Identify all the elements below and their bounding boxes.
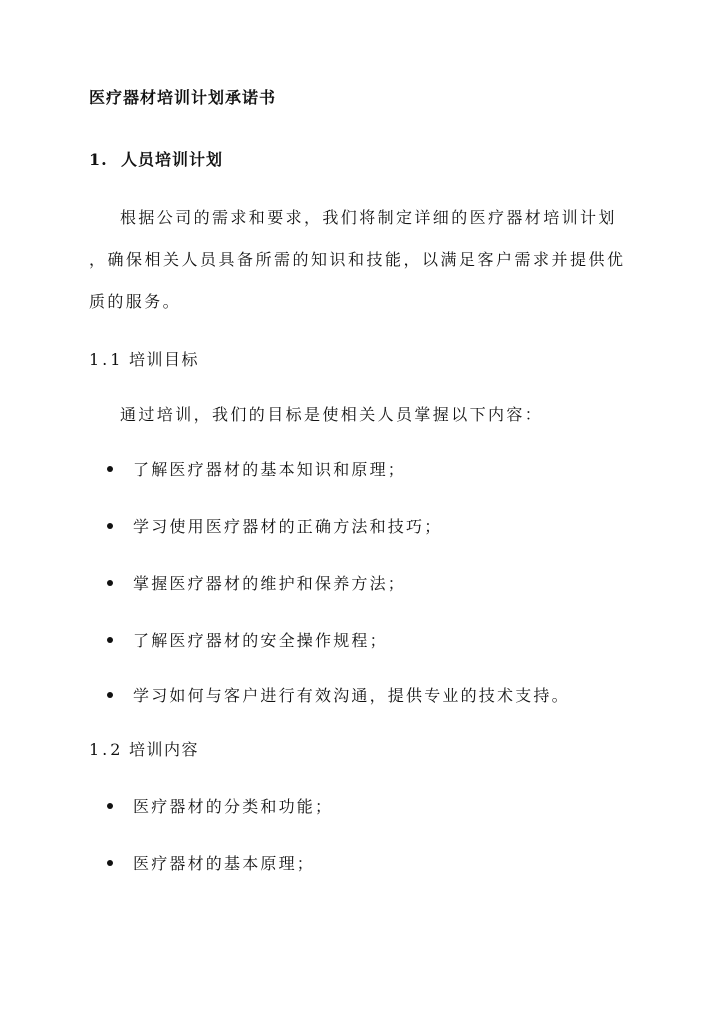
section-1-2-heading bbox=[89, 740, 199, 760]
section-1-heading bbox=[89, 150, 223, 170]
list-item bbox=[107, 631, 388, 651]
section-1-2-number: 1.2 bbox=[89, 740, 124, 759]
section-1-1-number: 1.1 bbox=[89, 350, 124, 369]
bullet-icon bbox=[107, 860, 113, 866]
bullet-icon bbox=[107, 637, 113, 643]
list-item bbox=[107, 460, 406, 480]
list-item-text: 学习如何与客户进行有效沟通，提供专业的技术支持。 bbox=[133, 686, 570, 705]
list-item bbox=[107, 517, 442, 537]
section-1-paragraph-line-2: ，确保相关人员具备所需的知识和技能，以满足客户需求并提供优 bbox=[89, 250, 626, 269]
bullet-icon bbox=[107, 523, 113, 529]
list-item-text: 医疗器材的分类和功能； bbox=[133, 797, 334, 816]
bullet-icon bbox=[107, 466, 113, 472]
list-item bbox=[107, 686, 570, 706]
list-item-text: 掌握医疗器材的维护和保养方法； bbox=[133, 574, 407, 593]
list-item-text: 了解医疗器材的安全操作规程； bbox=[133, 631, 388, 650]
document-title: 医疗器材培训计划承诺书 bbox=[89, 88, 277, 107]
list-item-text: 学习使用医疗器材的正确方法和技巧； bbox=[133, 517, 443, 536]
section-1-1-title: 培训目标 bbox=[129, 350, 200, 369]
section-1-1-intro: 通过培训，我们的目标是使相关人员掌握以下内容： bbox=[120, 405, 544, 424]
section-1-title: 人员培训计划 bbox=[121, 150, 224, 169]
bullet-icon bbox=[107, 580, 113, 586]
list-item bbox=[107, 574, 406, 594]
list-item bbox=[107, 854, 315, 874]
section-1-2-title: 培训内容 bbox=[129, 740, 200, 759]
list-item bbox=[107, 797, 333, 817]
list-item-text: 了解医疗器材的基本知识和原理； bbox=[133, 460, 407, 479]
section-1-number: 1. bbox=[89, 150, 108, 169]
bullet-icon bbox=[107, 803, 113, 809]
list-item-text: 医疗器材的基本原理； bbox=[133, 854, 316, 873]
section-1-1-heading bbox=[89, 350, 199, 370]
bullet-icon bbox=[107, 692, 113, 698]
section-1-paragraph-line-3: 质的服务。 bbox=[89, 292, 182, 311]
section-1-paragraph-line-1: 根据公司的需求和要求，我们将制定详细的医疗器材培训计划 bbox=[120, 208, 617, 227]
